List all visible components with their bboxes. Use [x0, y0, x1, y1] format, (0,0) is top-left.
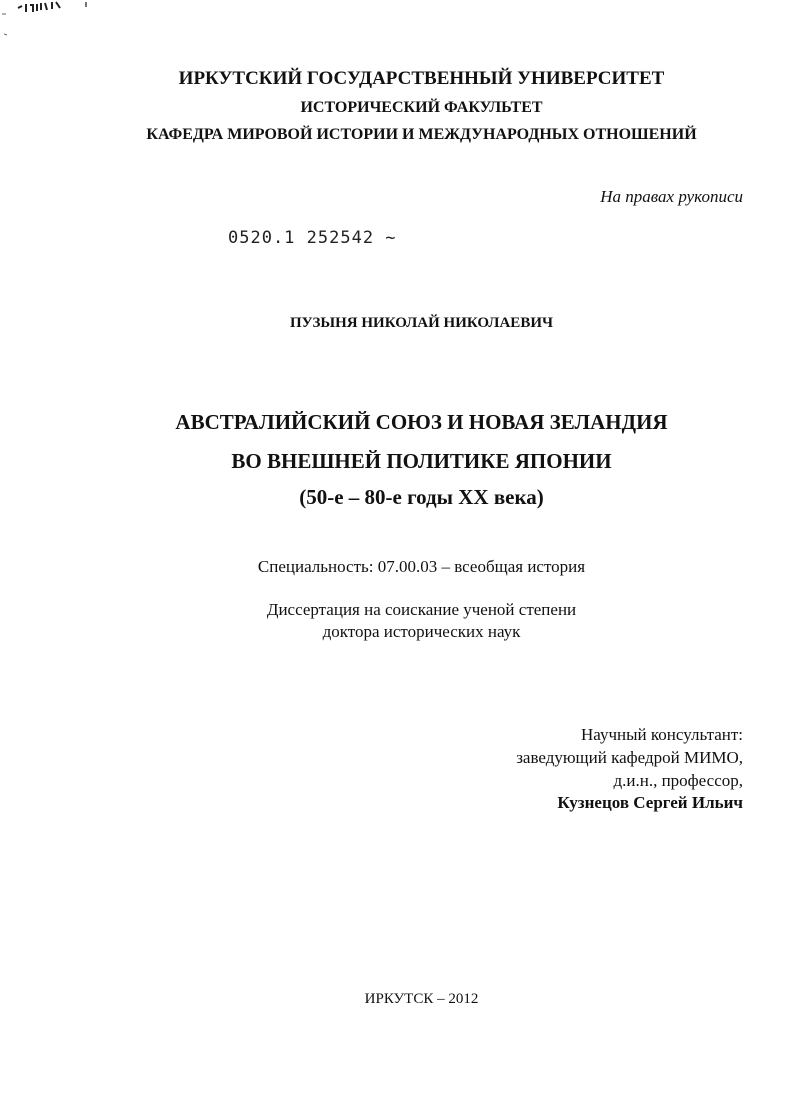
- specialty-line: Специальность: 07.00.03 – всеобщая история: [257, 557, 586, 576]
- dissertation-line-2: доктора исторических наук: [322, 622, 521, 641]
- registration-code: 0520.1 252542 ~: [228, 228, 397, 248]
- title-line-3: (50-е – 80-е годы XX века): [299, 485, 544, 509]
- manuscript-note: На правах рукописи: [600, 187, 743, 206]
- dissertation-line-1: Диссертация на соискание ученой степени: [266, 600, 577, 619]
- title-line-1: АВСТРАЛИЙСКИЙ СОЮЗ И НОВАЯ ЗЕЛАНДИЯ: [175, 410, 668, 434]
- university-name: ИРКУТСКИЙ ГОСУДАРСТВЕННЫЙ УНИВЕРСИТЕТ: [178, 68, 665, 89]
- advisor-label: Научный консультант:: [581, 725, 743, 744]
- title-line-2: ВО ВНЕШНЕЙ ПОЛИТИКЕ ЯПОНИИ: [231, 449, 612, 473]
- advisor-name: Кузнецов Сергей Ильич: [557, 793, 743, 812]
- author-name: ПУЗЫНЯ НИКОЛАЙ НИКОЛАЕВИЧ: [289, 315, 553, 331]
- advisor-degree: д.и.н., профессор,: [613, 771, 743, 790]
- advisor-position: заведующий кафедрой МИМО,: [516, 748, 743, 767]
- city-year: ИРКУТСК – 2012: [364, 991, 479, 1007]
- scan-artifact-mark: [0, 0, 110, 40]
- faculty-name: ИСТОРИЧЕСКИЙ ФАКУЛЬТЕТ: [300, 99, 543, 116]
- department-name: КАФЕДРА МИРОВОЙ ИСТОРИИ И МЕЖДУНАРОДНЫХ ОТНОШЕНИЙ: [146, 126, 697, 143]
